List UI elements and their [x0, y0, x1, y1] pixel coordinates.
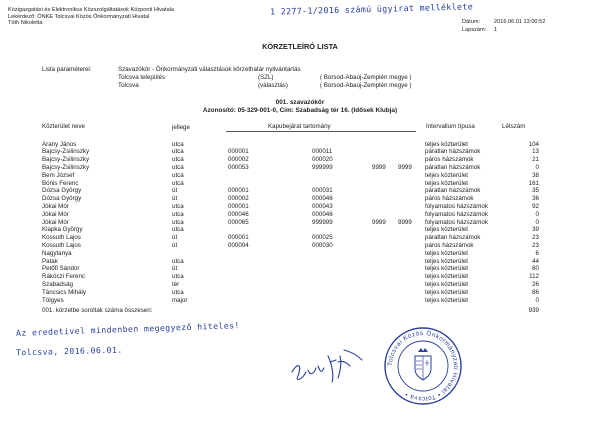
- params-settlement: Tolcsva település: [118, 74, 166, 81]
- interval-type: folyamatos házszámok: [425, 218, 488, 226]
- interval-type: teljes közterület: [425, 280, 468, 288]
- params-line: Szavazókör - Önkormányzati választások körzethatár nyilvántartás: [118, 66, 301, 73]
- column-header-range: Kapubejárat tartomány: [268, 123, 331, 130]
- column-header-interval: Intervallum típusa: [426, 123, 475, 130]
- range-end: 000025: [312, 234, 333, 242]
- column-header-name: Közterület neve: [42, 123, 85, 130]
- official-stamp: [382, 325, 464, 407]
- interval-type: páratlan házszámok: [425, 234, 481, 242]
- range-start: 000046: [228, 210, 249, 218]
- range-start: 000001: [228, 234, 249, 242]
- handwritten-certification: Az eredetivel mindenben megegyező hiteles!: [15, 320, 240, 338]
- header-org-line: Közigazgatási és Elektronikus Közszolgáltatások Központi Hivatala: [8, 7, 175, 13]
- resident-count: 39: [532, 226, 539, 234]
- street-type: tér: [172, 280, 180, 288]
- table-row: [0, 289, 600, 297]
- street-name: Bajcsy-Zsilinszky: [42, 148, 90, 156]
- street-name: Bajcsy-Zsilinszky: [42, 156, 90, 164]
- resident-count: 36: [532, 195, 539, 203]
- resident-count: 21: [532, 156, 539, 164]
- table-row: [0, 265, 600, 273]
- interval-type: folyamatos házszámok: [425, 210, 488, 218]
- street-type: utca: [172, 226, 184, 234]
- street-type: utca: [172, 179, 184, 187]
- table-row: [0, 234, 600, 242]
- range-start: 000002: [228, 195, 249, 203]
- street-name: Jókai Mór: [42, 218, 69, 226]
- range-end: 999999: [312, 218, 333, 226]
- range-end: 000031: [312, 187, 333, 195]
- column-header-count: Létszám: [502, 123, 526, 130]
- page-label: Lapszám:: [462, 27, 487, 33]
- header-org: [8, 7, 174, 27]
- street-type: út: [172, 265, 178, 273]
- resident-count: 13: [532, 148, 539, 156]
- street-name: Kossuth Lajos: [42, 234, 81, 242]
- street-type: utca: [172, 202, 184, 210]
- table-row: [0, 273, 600, 281]
- interval-type: páros házszámok: [425, 241, 474, 249]
- interval-type: páros házszámok: [425, 156, 474, 164]
- signature: [288, 342, 368, 388]
- interval-type: teljes közterület: [425, 179, 468, 187]
- street-name: Bem József: [42, 171, 75, 179]
- range-start: 000065: [228, 218, 249, 226]
- params-code: (SZL): [258, 74, 274, 81]
- interval-type: páratlan házszámok: [425, 187, 481, 195]
- range-end: 000030: [312, 241, 333, 249]
- street-name: Bajcsy-Zsilinszky: [42, 163, 90, 171]
- total-label: 001. körzetbe soroltak száma összesen:: [42, 307, 153, 314]
- table-row: [0, 141, 600, 149]
- street-type: utca: [172, 210, 184, 218]
- table-row: [0, 219, 600, 227]
- table-row: [0, 211, 600, 219]
- page-title: KÖRZETLEÍRÓ LISTA: [262, 42, 338, 51]
- interval-type: teljes közterület: [425, 273, 468, 281]
- resident-count: 44: [532, 257, 539, 265]
- resident-count: 0: [535, 296, 539, 304]
- handwritten-reference: 1 2277-1/2016 számú ügyirat melléklete: [269, 1, 474, 17]
- range-start: 000002: [228, 156, 249, 164]
- resident-count: 0: [535, 218, 539, 226]
- street-type: utca: [172, 163, 184, 171]
- street-type: utca: [172, 171, 184, 179]
- range-extra-a: 9999: [372, 218, 386, 226]
- params-settlement: Tolcsva: [118, 82, 139, 89]
- range-extra-b: 9999: [398, 218, 412, 226]
- resident-count: 161: [528, 179, 539, 187]
- date-value: 2016.06.01 13:00:52: [494, 19, 546, 25]
- resident-count: 23: [532, 241, 539, 249]
- table-row: [0, 180, 600, 188]
- street-name: Petőfi Sándor: [42, 265, 80, 273]
- resident-count: 86: [532, 288, 539, 296]
- range-start: 000001: [228, 202, 249, 210]
- stamp-text: Tolcsvai Közös Önkormányzati Hivatal • Tolcsva •: [386, 329, 460, 403]
- street-type: utca: [172, 218, 184, 226]
- street-name: Klapka György: [42, 226, 83, 234]
- table-row: [0, 148, 600, 156]
- street-name: Táncsics Mihály: [42, 288, 87, 296]
- street-name: Jókai Mór: [42, 202, 69, 210]
- street-name: Jókai Mór: [42, 210, 69, 218]
- params-county: ( Borsod-Abaúj-Zemplén megye ): [320, 74, 412, 81]
- interval-type: teljes közterület: [425, 265, 468, 273]
- table-row: [0, 164, 600, 172]
- street-type: utca: [172, 156, 184, 164]
- range-underline: [226, 131, 416, 132]
- interval-type: teljes közterület: [425, 226, 468, 234]
- range-start: 000001: [228, 187, 249, 195]
- resident-count: 26: [532, 280, 539, 288]
- street-name: Dózsa György: [42, 195, 82, 203]
- resident-count: 0: [535, 210, 539, 218]
- range-extra-b: 9999: [398, 163, 412, 171]
- coat-of-arms-icon: [415, 348, 431, 380]
- range-end: 000046: [312, 210, 333, 218]
- table-row: [0, 195, 600, 203]
- page-value: 1: [494, 27, 498, 33]
- interval-type: teljes közterület: [425, 288, 468, 296]
- resident-count: 80: [532, 265, 539, 273]
- resident-count: 35: [532, 187, 539, 195]
- interval-type: páratlan házszámok: [425, 148, 481, 156]
- street-name: Dózsa György: [42, 187, 82, 195]
- resident-count: 38: [532, 171, 539, 179]
- table-row: [0, 297, 600, 305]
- interval-type: teljes közterület: [425, 249, 468, 257]
- district-detail: Azonosító: 05-329-001-0, Cím: Szabadság tér 16. (Idősek Klubja): [202, 107, 398, 114]
- total-value: 939: [528, 307, 539, 314]
- street-type: utca: [172, 273, 184, 281]
- interval-type: teljes közterület: [425, 257, 468, 265]
- range-extra-a: 9999: [372, 163, 386, 171]
- street-type: út: [172, 195, 178, 203]
- table-row: [0, 187, 600, 195]
- params-county: ( Borsod-Abaúj-Zemplén megye ): [320, 82, 412, 89]
- range-start: 000001: [228, 148, 249, 156]
- street-name: Szabadság: [42, 280, 73, 288]
- interval-type: páros házszámok: [425, 195, 474, 203]
- range-end: 000011: [312, 148, 333, 156]
- resident-count: 112: [529, 273, 539, 281]
- street-name: Arany János: [42, 140, 77, 148]
- handwritten-place-date: Tolcsva, 2016.06.01.: [15, 344, 123, 358]
- street-type: major: [172, 296, 188, 304]
- interval-type: teljes közterület: [425, 171, 468, 179]
- street-type: utca: [172, 148, 184, 156]
- table-row: [0, 250, 600, 258]
- street-name: Patak: [42, 257, 58, 265]
- table-row: [0, 203, 600, 211]
- params-code: (választás): [258, 82, 288, 89]
- street-name: Tölgyes: [42, 296, 64, 304]
- street-name: Bónis Ferenc: [42, 179, 79, 187]
- resident-count: 0: [535, 163, 539, 171]
- range-end: 000043: [312, 202, 333, 210]
- table-row: [0, 226, 600, 234]
- resident-count: 104: [528, 140, 539, 148]
- header-org-line: Tóth Nikoletta: [8, 20, 43, 27]
- resident-count: 6: [535, 249, 539, 257]
- street-type: út: [172, 241, 178, 249]
- column-header-type: jellege: [172, 124, 190, 131]
- street-type: utca: [172, 288, 184, 296]
- street-name: Nagytanya: [42, 249, 72, 257]
- table-row: [0, 156, 600, 164]
- range-end: 999999: [312, 163, 333, 171]
- header-org-line: Lekérdező: ÖNKE Tolcsvai Közös Önkormányzati Hivatal: [8, 13, 150, 20]
- range-start: 000004: [228, 241, 249, 249]
- interval-type: folyamatos házszámok: [425, 202, 488, 210]
- range-start: 000053: [228, 163, 249, 171]
- table-row: [0, 172, 600, 180]
- date-label: Dátum:: [462, 19, 481, 25]
- street-type: utca: [172, 257, 184, 265]
- table-row: [0, 242, 600, 250]
- interval-type: páratlan házszámok: [425, 163, 481, 171]
- resident-count: 92: [532, 202, 539, 210]
- table-row: [0, 281, 600, 289]
- range-end: 000020: [312, 156, 333, 164]
- street-name: Rákóczi Ferenc: [42, 273, 85, 281]
- street-type: út: [172, 187, 178, 195]
- street-type: utca: [172, 140, 184, 148]
- interval-type: teljes közterület: [425, 296, 468, 304]
- range-end: 000046: [312, 195, 333, 203]
- params-label: Lista paraméterei:: [42, 66, 92, 73]
- interval-type: teljes közterület: [425, 140, 468, 148]
- district-name: 001. szavazókör: [275, 99, 325, 106]
- street-name: Kossuth Lajos: [42, 241, 81, 249]
- table-row: [0, 258, 600, 266]
- resident-count: 23: [532, 234, 539, 242]
- street-type: út: [172, 234, 178, 242]
